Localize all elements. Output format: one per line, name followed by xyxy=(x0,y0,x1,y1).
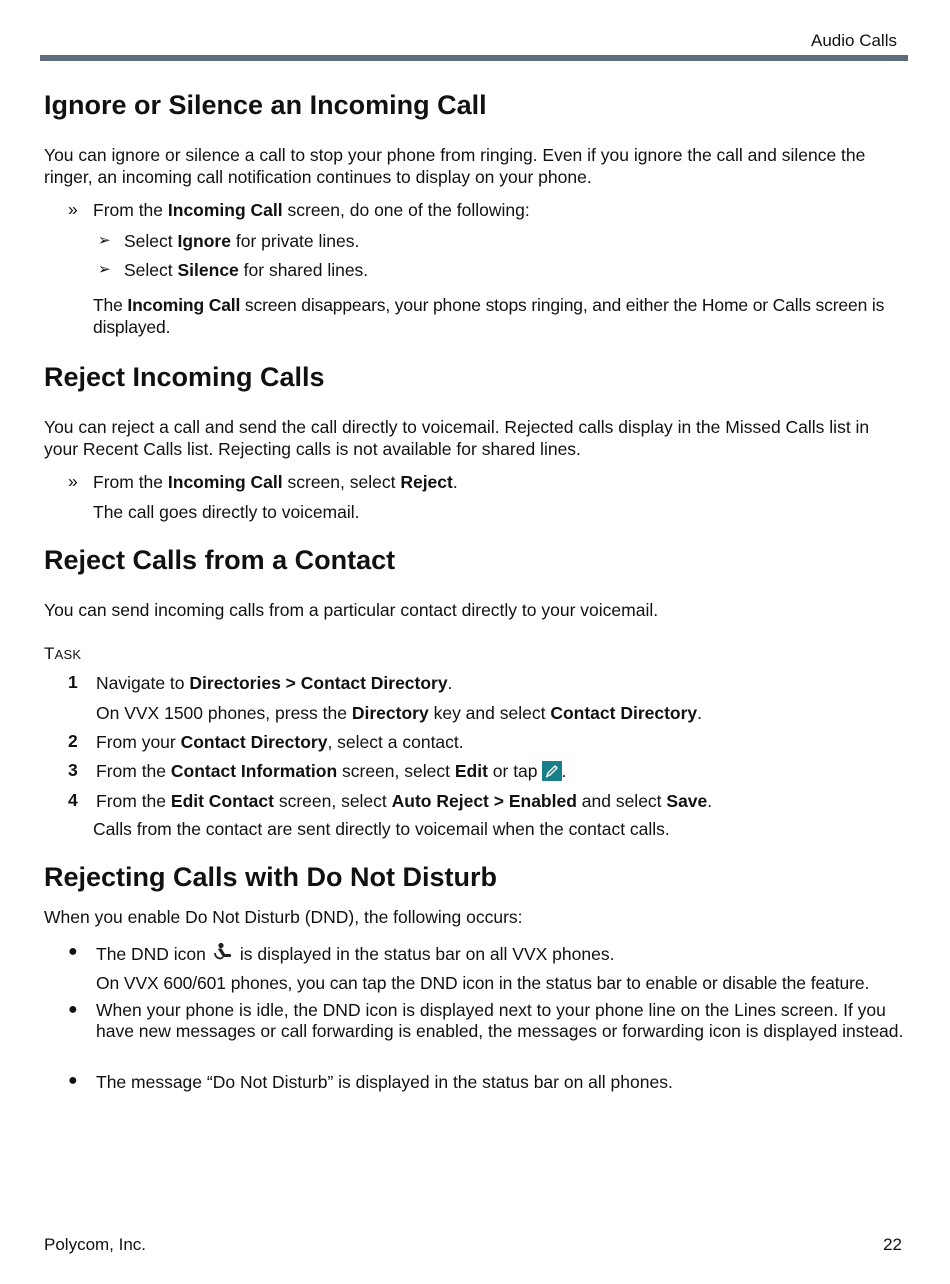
step-text: From the Contact Information screen, select Edit or tap . xyxy=(96,761,567,781)
footer-company: Polycom, Inc. xyxy=(44,1235,147,1254)
arrow-bullet-icon: ➢ xyxy=(98,232,111,249)
step-number: 3 xyxy=(68,760,78,780)
arrow-bullet-icon: ➢ xyxy=(98,261,111,278)
option-ignore: Select Ignore for private lines. xyxy=(124,231,360,251)
header-rule xyxy=(40,55,908,61)
step-number: 1 xyxy=(68,672,78,692)
bullet: ● xyxy=(68,943,78,960)
result-text: The Incoming Call screen disappears, your phone stops ringing, and either the Home or Calls screen is displayed. xyxy=(93,295,885,337)
section-title-reject: Reject Incoming Calls xyxy=(44,362,325,392)
step-text: From the Incoming Call screen, select Reject. xyxy=(93,472,458,492)
section-title-reject-contact: Reject Calls from a Contact xyxy=(44,545,396,575)
option-silence: Select Silence for shared lines. xyxy=(124,260,369,280)
step-text: From the Edit Contact screen, select Auto Reject > Enabled and select Save. xyxy=(96,791,713,811)
bullet-text: The DND icon is displayed in the status bar on all VVX phones. xyxy=(96,944,615,964)
bullet: ● xyxy=(68,1072,78,1089)
bullet-text: The message “Do Not Disturb” is displayed in the status bar on all phones. xyxy=(96,1072,673,1092)
step-number: 4 xyxy=(68,790,78,810)
step-marker: » xyxy=(68,471,78,491)
section-title-ignore-silence: Ignore or Silence an Incoming Call xyxy=(44,90,487,120)
bullet: ● xyxy=(68,1001,78,1018)
section-intro: You can reject a call and send the call directly to voicemail. Rejected calls display in the Missed Calls list in your Recent Calls list. Rejecting calls is not available for shared lines. xyxy=(44,417,870,459)
section-intro: When you enable Do Not Disturb (DND), the following occurs: xyxy=(44,907,523,927)
bullet-text: When your phone is idle, the DND icon is displayed next to your phone line on the Lines screen. If you have new messages or call forwarding is enabled, the messages or forwarding icon is displayed instead. xyxy=(96,1000,904,1041)
step-text: From the Incoming Call screen, do one of the following: xyxy=(93,200,530,220)
step-number: 2 xyxy=(68,731,78,751)
step-note: On VVX 1500 phones, press the Directory key and select Contact Directory. xyxy=(96,703,703,723)
header-title: Audio Calls xyxy=(811,31,897,50)
task-label: TASK xyxy=(44,644,82,663)
step-text: Navigate to Directories > Contact Directory. xyxy=(96,673,453,693)
section-intro: You can ignore or silence a call to stop your phone from ringing. Even if you ignore the call and silence the ringer, an incoming call notification continues to display on your phone. xyxy=(44,145,866,187)
section-title-dnd: Rejecting Calls with Do Not Disturb xyxy=(44,862,498,892)
bullet-note: On VVX 600/601 phones, you can tap the DND icon in the status bar to enable or disable the feature. xyxy=(96,973,870,993)
pencil-edit-icon xyxy=(542,761,562,781)
step-text: From your Contact Directory, select a contact. xyxy=(96,732,464,752)
page-number: 22 xyxy=(883,1235,902,1254)
result-text: Calls from the contact are sent directly to voicemail when the contact calls. xyxy=(93,819,670,839)
result-text: The call goes directly to voicemail. xyxy=(93,502,360,522)
step-marker: » xyxy=(68,199,78,219)
section-intro: You can send incoming calls from a particular contact directly to your voicemail. xyxy=(44,600,659,620)
dnd-icon xyxy=(212,942,234,962)
